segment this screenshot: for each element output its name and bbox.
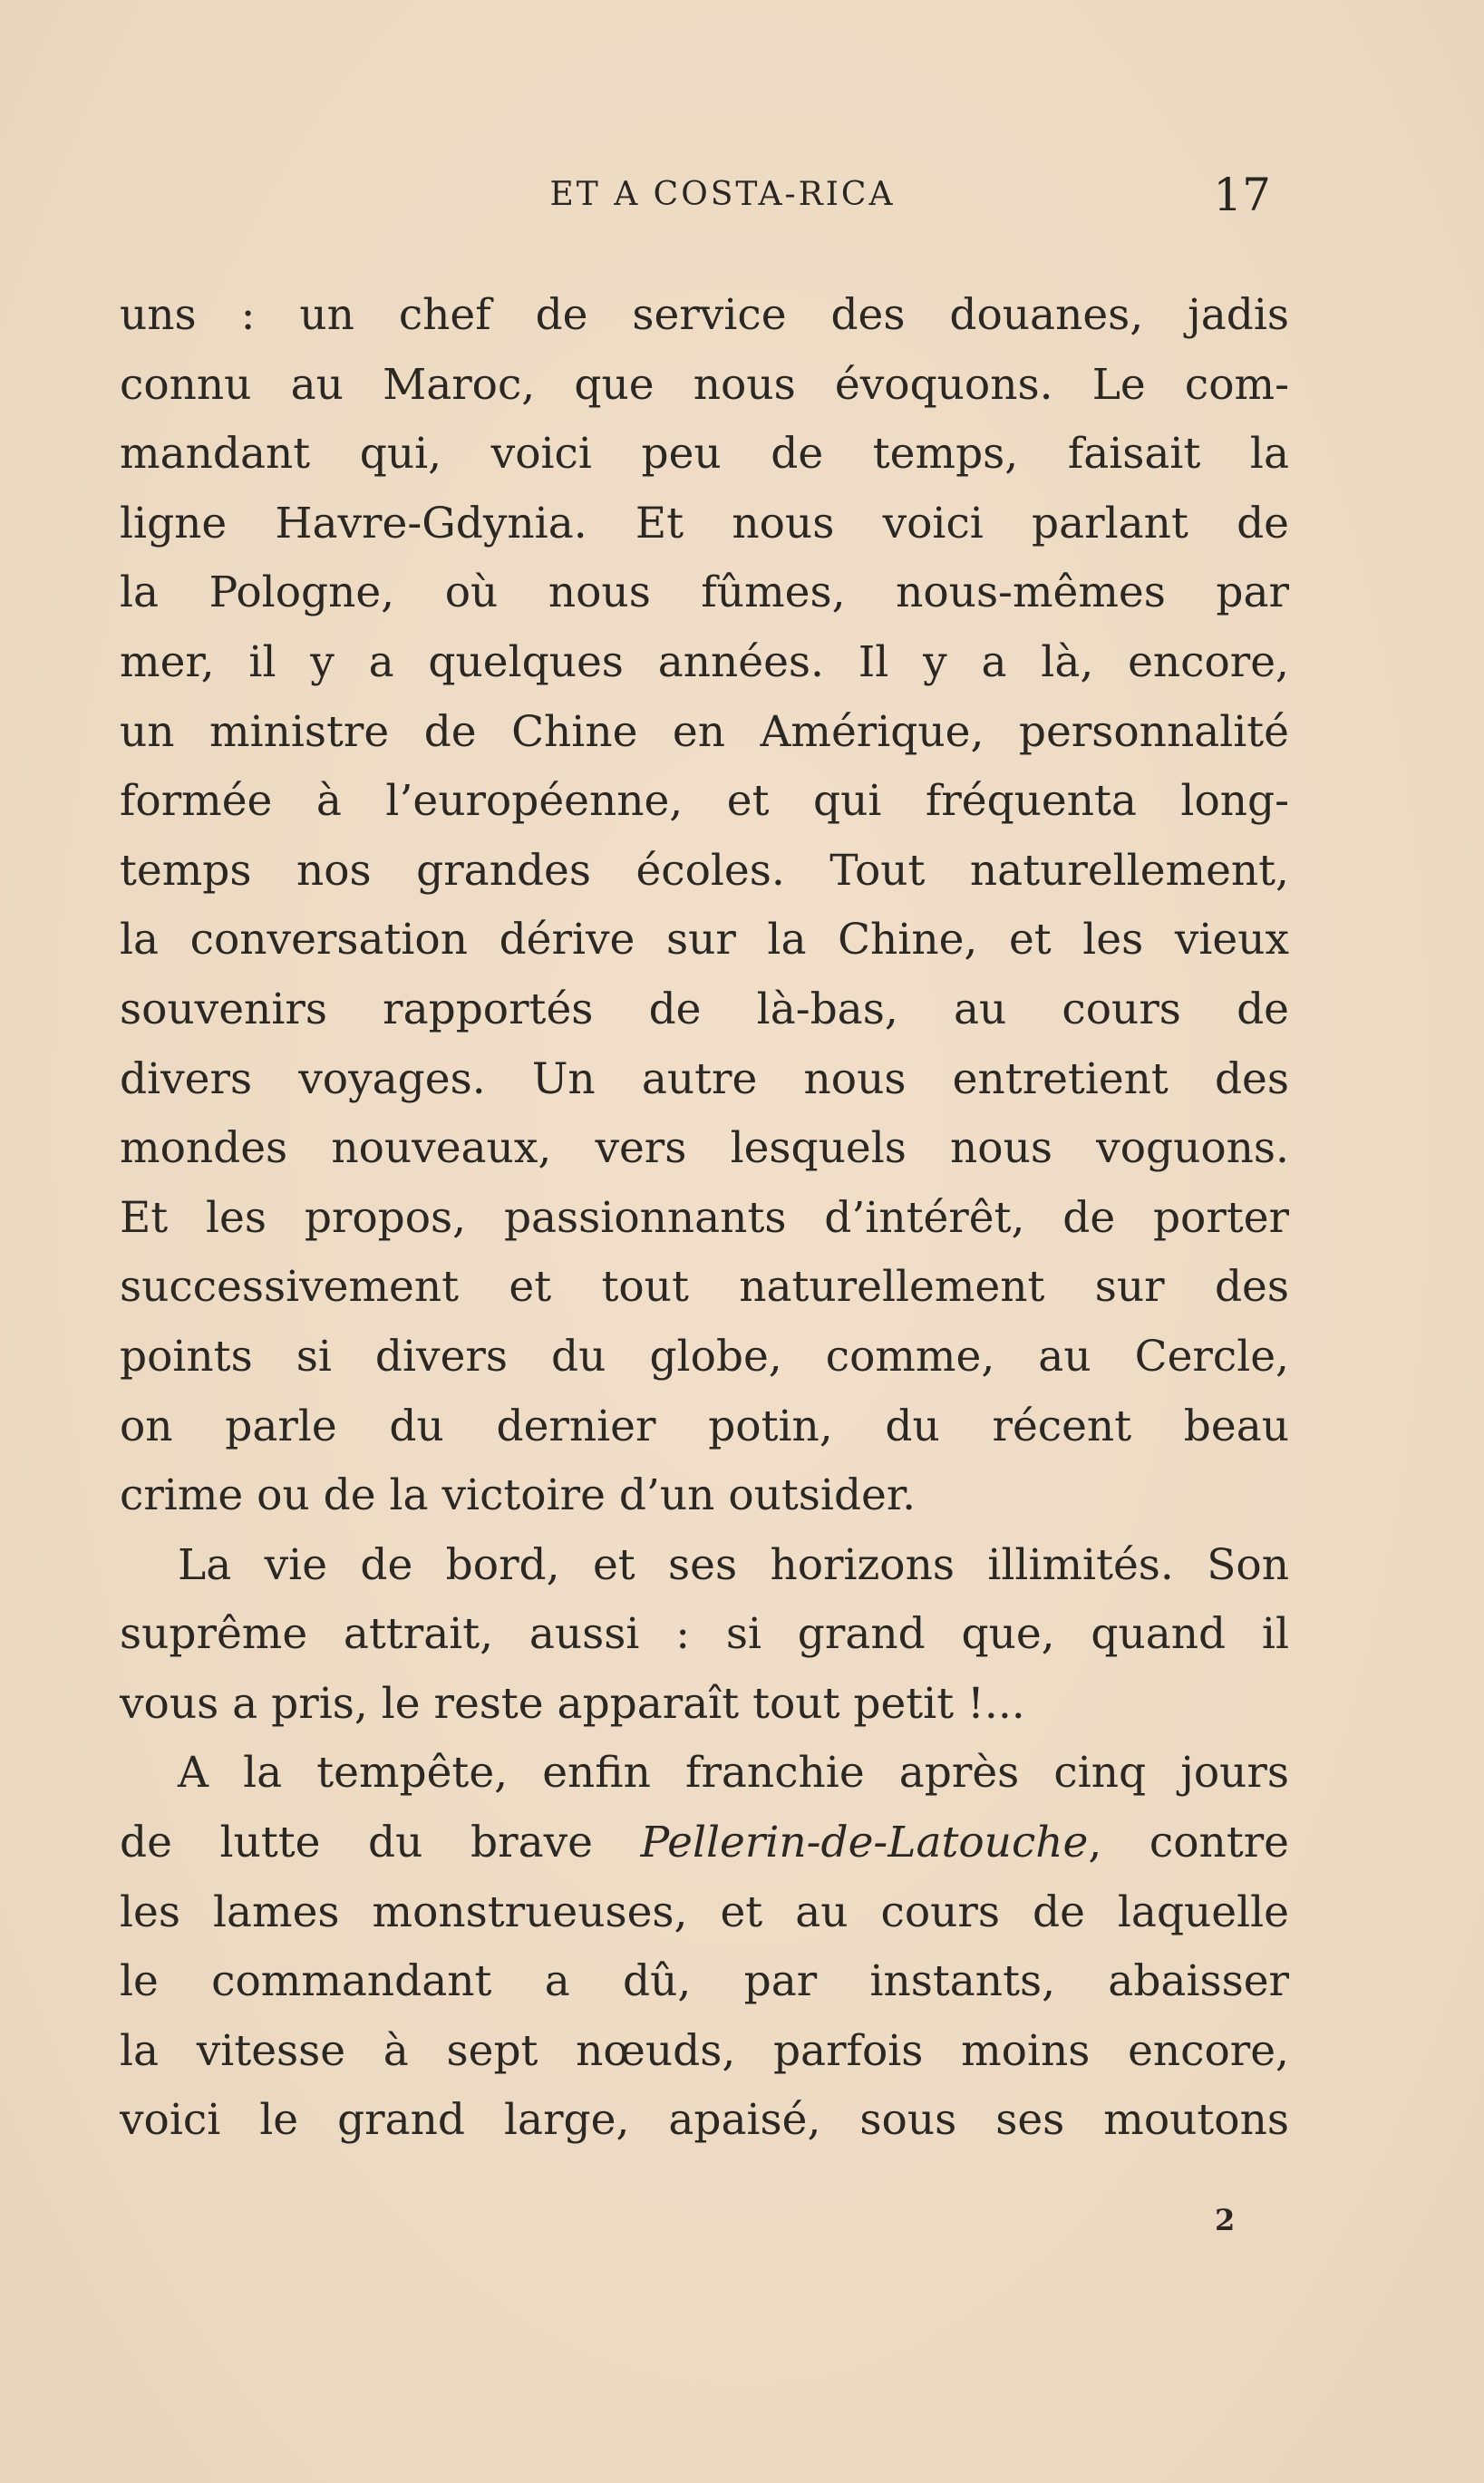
text-line: A la tempête, enfin franchie après cinq jours	[178, 1748, 1289, 1799]
text-line: crime ou de la victoire d’un outsider.	[120, 1470, 917, 1521]
text-line: les lames monstrueuses, et au cours de laquelle	[120, 1886, 1289, 1937]
text-line: souvenirs rapportés de là-bas, au cours de	[120, 984, 1289, 1034]
text-line: points si divers du globe, comme, au Cercle,	[120, 1331, 1289, 1382]
body-text	[120, 281, 1289, 2156]
text-line: un ministre de Chine en Amérique, personnalité	[120, 706, 1289, 757]
text-line: Et les propos, passionnants d’intérêt, de porter	[120, 1192, 1289, 1243]
text-line: mandant qui, voici peu de temps, faisait la	[120, 429, 1289, 480]
text-line: La vie de bord, et ses horizons illimités. Son	[178, 1539, 1289, 1590]
text-line: uns : un chef de service des douanes, jadis	[120, 290, 1289, 340]
text-line: mer, il y a quelques années. Il y a là, encore,	[120, 636, 1289, 687]
text-line: la conversation dérive sur la Chine, et les vieux	[120, 915, 1289, 965]
text-line: successivement et tout naturellement sur des	[120, 1262, 1289, 1313]
page-header	[120, 169, 1271, 223]
text-fragment: de lutte du brave	[120, 1818, 641, 1868]
text-line: la vitesse à sept nœuds, parfois moins encore,	[120, 2025, 1289, 2076]
text-line: le commandant a dû, par instants, abaisser	[120, 1956, 1289, 2007]
text-line: vous a pris, le reste apparaît tout petit !...	[120, 1678, 1025, 1729]
page-number: 17	[1213, 169, 1271, 221]
text-line: suprême attrait, aussi : si grand que, quand il	[120, 1609, 1289, 1660]
ship-name: Pellerin-de-Latouche	[640, 1818, 1089, 1868]
text-line: connu au Maroc, que nous évoquons. Le com-	[120, 359, 1289, 410]
text-line: temps nos grandes écoles. Tout naturellement,	[120, 845, 1289, 896]
text-line: ligne Havre-Gdynia. Et nous voici parlant de	[120, 498, 1289, 548]
text-fragment: , contre	[1088, 1818, 1289, 1868]
running-head: ET A COSTA-RICA	[549, 176, 896, 213]
text-line: on parle du dernier potin, du récent beau	[120, 1401, 1289, 1451]
text-line-with-ship-name	[120, 1809, 1289, 1878]
signature-mark: 2	[1215, 2203, 1236, 2237]
text-line: mondes nouveaux, vers lesquels nous voguons.	[120, 1123, 1289, 1174]
text-line: la Pologne, où nous fûmes, nous-mêmes par	[120, 567, 1289, 618]
text-line: divers voyages. Un autre nous entretient des	[120, 1053, 1289, 1104]
text-line: voici le grand large, apaisé, sous ses moutons	[120, 2095, 1289, 2146]
text-line: formée à l’européenne, et qui fréquenta long-	[120, 776, 1289, 827]
